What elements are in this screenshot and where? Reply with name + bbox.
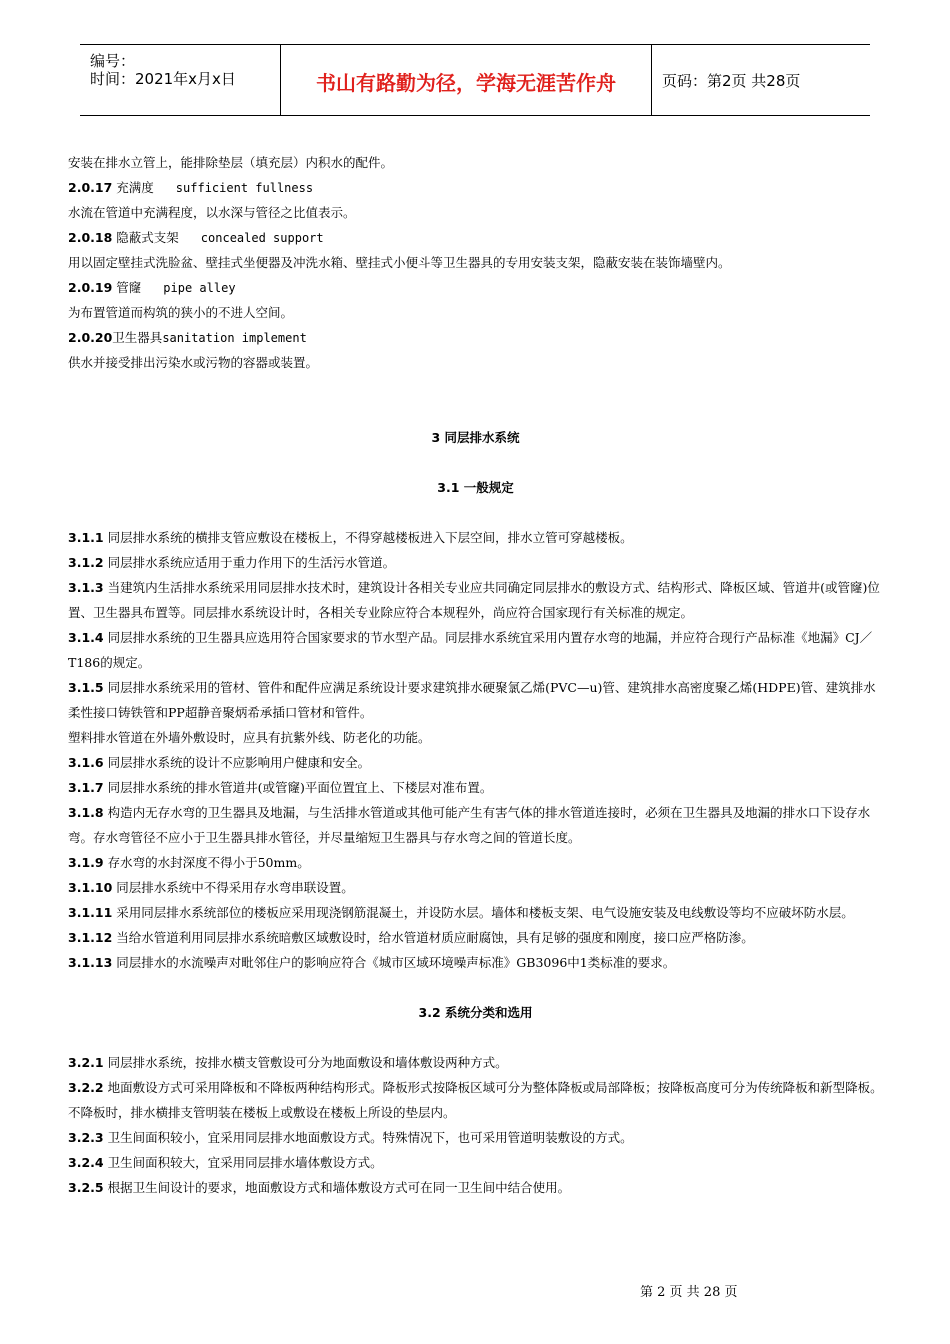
header-motto: 书山有路勤为径，学海无涯苦作舟 <box>316 71 616 95</box>
clause: 塑料排水管道在外墙外敷设时，应具有抗紫外线、防老化的功能。 <box>68 730 431 745</box>
clause: 3.2.5 根据卫生间设计的要求，地面敷设方式和墙体敷设方式可在同一卫生间中结合使用。 <box>68 1180 571 1195</box>
clause: 3.2.3 卫生间面积较小，宜采用同层排水地面敷设方式。特殊情况下，也可采用管道明装敷设的方式。 <box>68 1130 633 1145</box>
clause: 3.1.3 当建筑内生活排水系统采用同层排水技术时，建筑设计各相关专业应共同确定同层排水的敷设方式、结构形式、降板区域、管道井(或管窿)位置、卫生器具布置等。同层排水系统设计时，各相关专业除应符合本规程外，尚应符合国家现行有关标准的规定。 <box>68 580 880 620</box>
clause: 3.1.8 构造内无存水弯的卫生器具及地漏，与生活排水管道或其他可能产生有害气体的排水管道连接时，必须在卫生器具及地漏的排水口下设存水弯。存水弯管径不应小于卫生器具排水管径，并尽量缩短卫生器具与存水弯之间的管道长度。 <box>68 805 871 845</box>
date-label: 时间：2021年x月x日 <box>90 70 236 88</box>
clause: 3.2.2 地面敷设方式可采用降板和不降板两种结构形式。降板形式按降板区域可分为整体降板或局部降板；按降板高度可分为传统降板和新型降板。不降板时，排水横排支管明装在楼板上或敷设在楼板上所设的垫层内。 <box>68 1080 883 1120</box>
clause: 3.1.12 当给水管道利用同层排水系统暗敷区域敷设时，给水管道材质应耐腐蚀，具有足够的强度和刚度，接口应严格防渗。 <box>68 930 754 945</box>
clause: 3.1.6 同层排水系统的设计不应影响用户健康和安全。 <box>68 755 371 770</box>
clause: 3.1.11 采用同层排水系统部位的楼板应采用现浇钢筋混凝土，并设防水层。墙体和楼板支架、电气设施安装及电线敷设等均不应破坏防水层。 <box>68 905 854 920</box>
header-page-cell <box>652 45 870 115</box>
header-page-info: 页码：第2页 共28页 <box>662 72 801 90</box>
clause: 3.1.7 同层排水系统的排水管道井(或管窿)平面位置宜上、下楼层对准布置。 <box>68 780 493 795</box>
clause: 3.1.13 同层排水的水流噪声对毗邻住户的影响应符合《城市区域环境噪声标准》GB3096中1类标准的要求。 <box>68 955 676 970</box>
page-header <box>80 44 870 116</box>
clause: 3.1.1 同层排水系统的横排支管应敷设在楼板上，不得穿越楼板进入下层空间，排水立管可穿越楼板。 <box>68 530 633 545</box>
term-desc: 供水并接受排出污染水或污物的容器或装置。 <box>68 355 319 370</box>
term-heading: 2.0.17 充满度 sufficient fullness <box>68 180 314 195</box>
header-meta-cell <box>80 45 281 115</box>
clause: 3.1.4 同层排水系统的卫生器具应选用符合国家要求的节水型产品。同层排水系统宜采用内置存水弯的地漏，并应符合现行产品标准《地漏》CJ／T186的规定。 <box>68 630 873 670</box>
term-desc: 为布置管道而构筑的狭小的不进人空间。 <box>68 305 294 320</box>
section-title-3-1: 3.1 一般规定 <box>437 480 514 495</box>
code-label: 编号： <box>90 52 136 70</box>
term-heading: 2.0.19 管窿 pipe alley <box>68 280 236 295</box>
term-desc: 安装在排水立管上，能排除垫层（填充层）内积水的配件。 <box>68 155 394 170</box>
term-heading: 2.0.18 隐蔽式支架 concealed support <box>68 230 324 245</box>
clause: 3.2.1 同层排水系统，按排水横支管敷设可分为地面敷设和墙体敷设两种方式。 <box>68 1055 508 1070</box>
clause: 3.1.10 同层排水系统中不得采用存水弯串联设置。 <box>68 880 354 895</box>
section-title-3-2: 3.2 系统分类和选用 <box>418 1005 533 1020</box>
term-heading: 2.0.20卫生器具sanitation implement <box>68 330 307 345</box>
clause: 3.1.5 同层排水系统采用的管材、管件和配件应满足系统设计要求建筑排水硬聚氯乙烯(PVC—u)管、建筑排水高密度聚乙烯(HDPE)管、建筑排水柔性接口铸铁管和PP超静音聚炳希承插口管材和管件。 <box>68 680 876 720</box>
clause: 3.1.2 同层排水系统应适用于重力作用下的生活污水管道。 <box>68 555 396 570</box>
chapter-title: 3 同层排水系统 <box>431 430 520 445</box>
clause: 3.2.4 卫生间面积较大，宜采用同层排水墙体敷设方式。 <box>68 1155 383 1170</box>
page-footer: 第 2 页 共 28 页 <box>640 1285 738 1300</box>
term-desc: 用以固定壁挂式洗脸盆、壁挂式坐便器及冲洗水箱、壁挂式小便斗等卫生器具的专用安装支架，隐蔽安装在装饰墙壁内。 <box>68 255 731 270</box>
term-desc: 水流在管道中充满程度，以水深与管径之比值表示。 <box>68 205 356 220</box>
document-body <box>68 150 883 1200</box>
header-motto-cell <box>281 45 652 115</box>
clause: 3.1.9 存水弯的水封深度不得小于50mm。 <box>68 855 310 870</box>
